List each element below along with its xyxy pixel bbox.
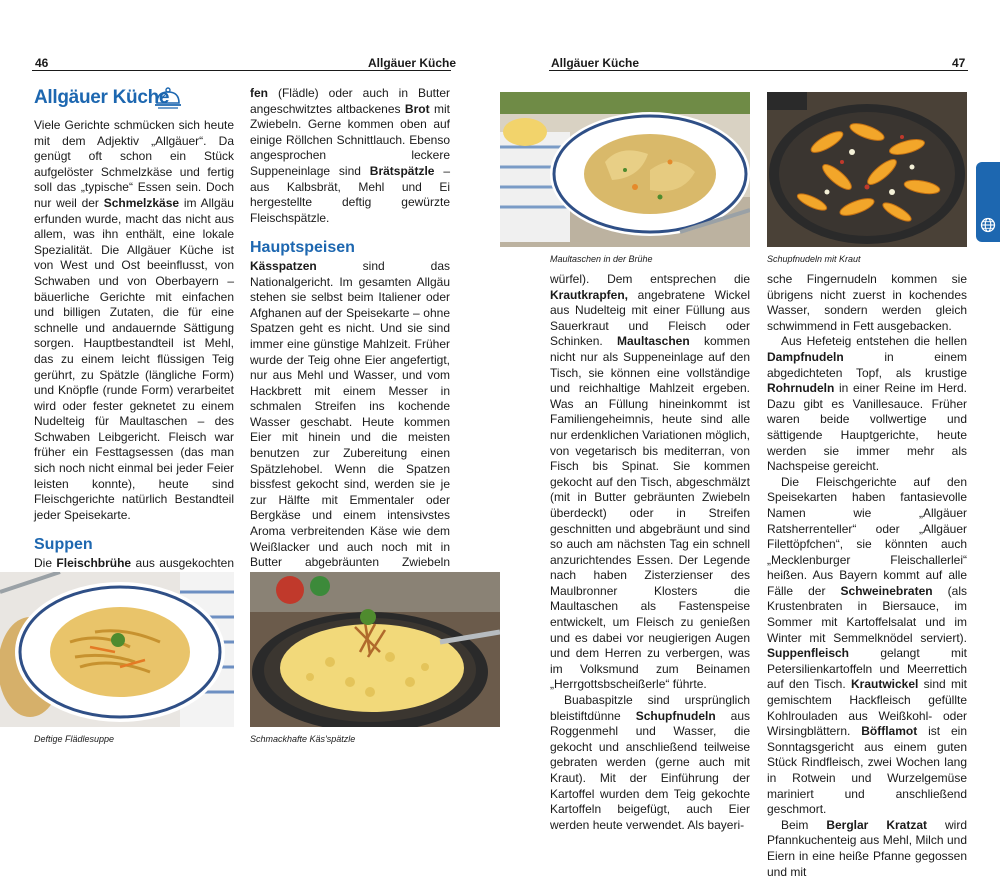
caption-schupfnudeln: Schupfnudeln mit Kraut	[767, 254, 861, 264]
running-title-right: Allgäuer Küche	[551, 56, 640, 70]
page-number-right: 47	[952, 56, 966, 70]
page-number-left: 46	[35, 56, 49, 70]
caption-fladlesuppe: Deftige Flädlesuppe	[34, 734, 115, 744]
chapter-heading: Allgäuer Küche	[34, 87, 170, 108]
globe-icon	[980, 217, 996, 233]
caption-maultaschen: Maultaschen in der Brühe	[550, 254, 653, 264]
header-rule-left	[32, 70, 451, 71]
photo-schupfnudeln	[767, 92, 967, 247]
text-column-3	[550, 272, 750, 833]
soups-continued-paragraph: fen (Flädle) oder auch in Butter angeschwitztes altbackenes Brot mit Zwiebeln. Gerne kommen oben auf einige Röllchen Schnittlauch. Ebenso angesprochen leckere Suppeneinlage sind Brätspätzle – aus Kalbsbrät, Mehl und Ei hergestellte deftig gewürzte Fleischspätzle.	[250, 86, 450, 225]
header-rule-right	[549, 70, 968, 71]
intro-paragraph: Viele Gerichte schmücken sich heute mit dem Adjektiv „Allgäuer“. Da genügt oft schon ein Stück aufgelöster Schmelzkäse und fertig soll das „typische“ Essen sein. Doch nur weil der Schmelzkäse im Allgäu erfunden wurde, macht das nicht aus allem, was ihn enthält, eine lokale Spezialität. Die Allgäuer Küche ist von West und Ost beeinflusst, von Schwaben und von Oberbayern – bäuerliche Gerichte mit einfachen und billigen Zutaten, die für eine schnelle und andauernde Sättigung sorgen. Hauptbestandteil ist Mehl, das zu einem leicht flüssigen Teig gerührt, zu Spätzle (längliche Form) und Knöpfle (runde Form) verarbeitet wird oder fester geknetet zu einem Nudelteig für Maultaschen – des Schwaben Leibgericht. Fleisch war früher ein Festtagsessen (das man sich noch nicht einmal bei jeder Feier leisten konnte), heute sind Fleischgerichte natürlich Bestandteil jeder Speisekarte.	[34, 118, 234, 522]
photo-maultaschen	[500, 92, 750, 247]
fleischgerichte-paragraph: Die Fleischgerichte auf den Speisekarten haben fantasievolle Namen wie „Allgäuer Ratsherrenteller“ oder „Allgäuer Filettöpfchen“, sie könnten auch „Mecklenburger Fleischallerlei“ heißen. Aus Bayern kommt auf alle Fälle der Schweinebraten (als Krustenbraten in Biersauce, im Sommer mit Kartoffelsalat und im Winter mit Semmelknödel serviert). Suppenfleisch gelangt mit Petersilienkartoffeln und Meerrettich auf den Tisch. Krautwickel sind mit gemischtem Hackfleisch gefüllte Kohlrouladen aus Weißkohl- oder Wirsingblättern. Böfflamot ist ein Sonntagsgericht aus einem guten Stück Rindfleisch, zwei Wochen lang in Rotwein und Wurzelgemüse mariniert und anschließend geschmort.	[767, 474, 968, 817]
photo-kaesspaetzle	[250, 572, 500, 727]
soups-heading: Suppen	[34, 536, 93, 554]
maultaschen-paragraph: würfel). Dem entsprechen die Krautkrapfen, angebratene Wickel aus Nudelteig mit einer Füllung aus Sauerkraut und Fleisch oder Schinken. Maultaschen kommen nicht nur als Suppeneinlage auf den Tisch, sie können eine vollständige und reichhaltige Mahlzeit ergeben. Was an Füllung hineinkommt ist Familiengeheimnis, heute sind alle nur erdenklichen Variationen möglich, von vegetarisch bis mediterran, von Fisch bis Spinat. Sie kommen gekocht auf den Tisch, abgeschmälzt (mit in Butter gebräunten Zwiebeln überdeckt) oder in Streifen geschnitten und abgebräunt und sind so auch am nächsten Tag ein schnell anzurichtendes Essen. Der Legende nach haben Zisterzienser des Maulbronner Klosters die Maultaschen als Fastenspeise entwickelt, um Fleisch zu genießen und es dabei vor neugierigen Augen und dem Herren zu verbergen, was im Volksmund zum Beinamen „Herrgottsbscheißerle“ führte.	[550, 272, 750, 692]
kratzat-paragraph: Beim Berglar Kratzat wird Pfannkuchenteig aus Mehl, Milch und Eiern in eine heiße Pfanne gegossen und mit	[767, 817, 967, 879]
soups-paragraph: Die Fleischbrühe aus ausgekochten	[34, 556, 234, 571]
text-column-2	[250, 86, 450, 649]
running-title-left: Allgäuer Küche	[368, 56, 457, 70]
text-column-1	[34, 86, 234, 634]
schupfnudeln-paragraph: Buabaspitzle sind ursprünglich bleistiftdünne Schupfnudeln aus Roggenmehl und Wasser, die gekocht und anschließend teilweise gebraten werden (gerne auch mit Kraut). Mit der Einführung der Kartoffel wurden dem Teig gekochte Kartoffeln beigefügt, auch Eier werden heute verwendet. Als bayeri-	[550, 693, 750, 832]
mains-heading: Hauptspeisen	[250, 239, 355, 257]
dampfnudeln-paragraph: Aus Hefeteig entstehen die hellen Dampfnudeln in einem abgedichteten Topf, als krustige Rohrnudeln in einer Reine im Herd. Dazu gibt es Vanillesauce. Früher waren beide vollwertige und sättigende Hauptgerichte, heute werden sie immer mehr als Nachspeise gereicht.	[767, 334, 967, 474]
cloche-icon	[154, 86, 182, 112]
photo-fladlesuppe	[0, 572, 234, 727]
kaesspatzen-paragraph: Kässpatzen sind das Nationalgericht. Im gesamten Allgäu stehen sie selbst beim Italiener oder Afghanen auf der Speisekarte – ohne Spatzen geht es nicht. Und sie sind immer eine günstige Mahlzeit. Früher wurde der Teig ohne Eier angefertigt, nur aus Mehl und Wasser, und vom Hackbrett mit einem Messer in schmalen Streifen ins kochende Wasser geschabt. Heute kommen Eier mit hinein und die meisten benutzen zur Zubereitung einen Spätzlehobel. Wenn die Spatzen bissfest gekocht sind, werden sie je zur Hälfte mit Emmentaler oder Bergkäse und einem intensivstes Aroma verbreitenden Käse wie dem Weißlacker und auch noch mit in Butter abgebräunten Zwiebeln	[250, 258, 450, 570]
caption-kaesspaetzle: Schmackhafte Käs'spätzle	[250, 734, 356, 744]
fingernudeln-paragraph: sche Fingernudeln kommen sie übrigens nicht zuerst in kochendes Wasser, sondern werden gleich schwimmend in Fett ausgebacken.	[767, 272, 967, 333]
text-column-4	[767, 272, 967, 880]
chapter-tab[interactable]	[976, 162, 1000, 242]
